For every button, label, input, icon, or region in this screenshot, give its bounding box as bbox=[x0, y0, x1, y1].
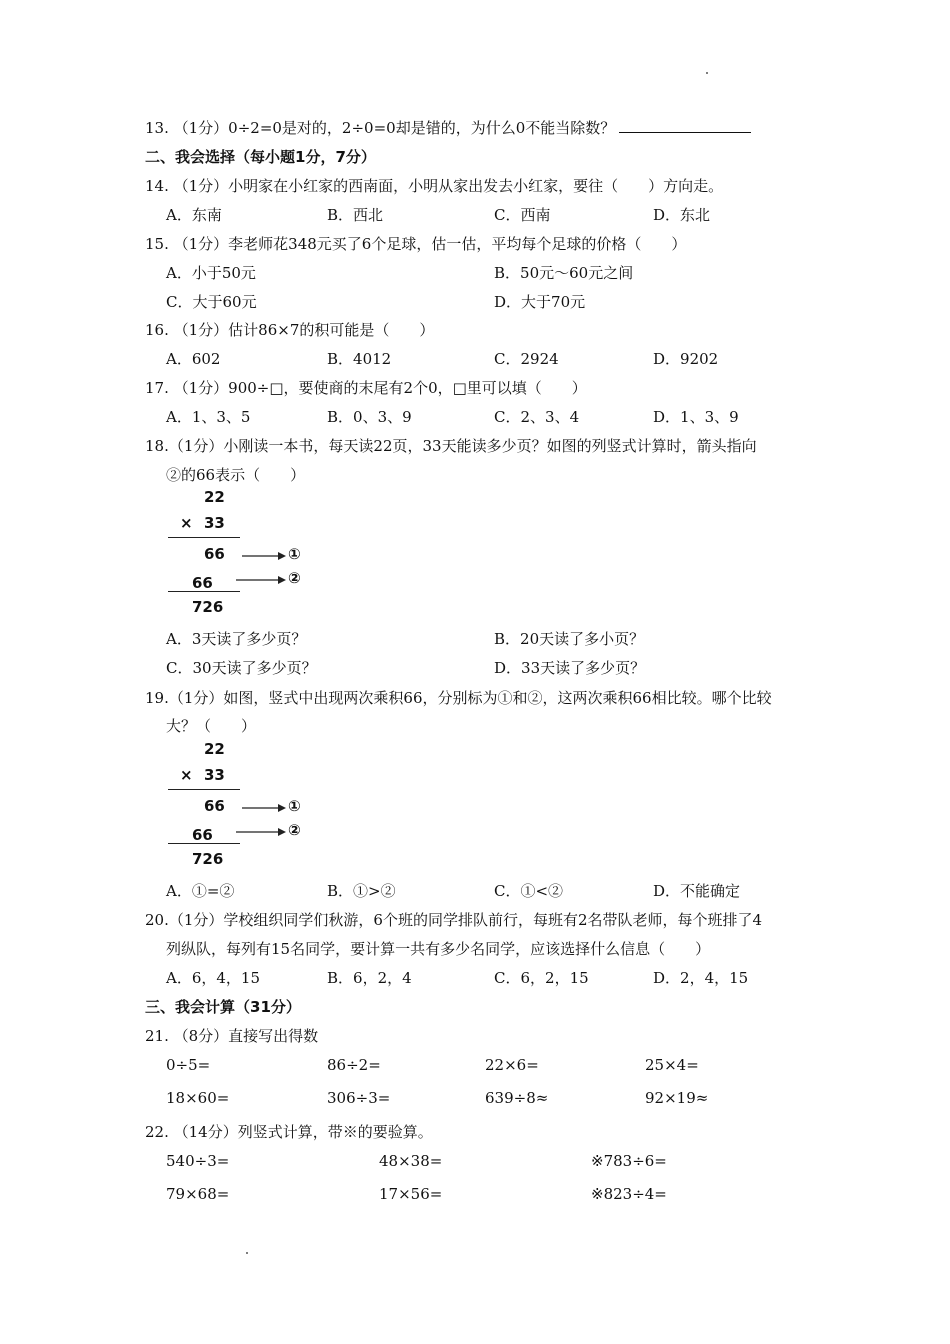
product-result: 726 bbox=[192, 850, 224, 868]
partial-product-1: 66 bbox=[204, 797, 225, 815]
q21-item: 306÷3= bbox=[327, 1089, 391, 1107]
page-mark-top bbox=[706, 72, 708, 74]
q16-option-c[interactable]: C．2924 bbox=[494, 350, 559, 368]
q17-option-d[interactable]: D．1、3、9 bbox=[653, 408, 739, 426]
multiplier: 33 bbox=[204, 766, 225, 784]
question-19-text-line2: 大？（ ） bbox=[166, 717, 257, 735]
partial-product-2: 66 bbox=[192, 574, 213, 592]
question-13-text: 13. （1分）0÷2=0是对的，2÷0=0却是错的，为什么0不能当除数？ bbox=[145, 119, 616, 137]
product-result: 726 bbox=[192, 598, 224, 616]
q22-item: 540÷3= bbox=[166, 1152, 230, 1170]
q22-item: 17×56= bbox=[379, 1185, 443, 1203]
q18-option-d[interactable]: D．33天读了多少页？ bbox=[494, 659, 646, 677]
q16-option-d[interactable]: D．9202 bbox=[653, 350, 719, 368]
calc-line-2 bbox=[168, 591, 240, 592]
question-22-text: 22. （14分）列竖式计算，带※的要验算。 bbox=[145, 1123, 433, 1141]
q18-option-c[interactable]: C．30天读了多少页？ bbox=[166, 659, 317, 677]
calc-line-1 bbox=[168, 537, 240, 538]
arrow-icon bbox=[242, 550, 286, 562]
question-15-text: 15. （1分）李老师花348元买了6个足球，估一估，平均每个足球的价格（ ） bbox=[145, 235, 687, 253]
partial-product-1: 66 bbox=[204, 545, 225, 563]
partial-product-2: 66 bbox=[192, 826, 213, 844]
question-18-text-line1: 18.（1分）小刚读一本书，每天读22页，33天能读多少页？如图的列竖式计算时，箭头指向 bbox=[145, 437, 757, 455]
q22-item: 79×68= bbox=[166, 1185, 230, 1203]
arrow-icon bbox=[236, 826, 286, 838]
question-21-text: 21. （8分）直接写出得数 bbox=[145, 1027, 319, 1045]
q17-option-a[interactable]: A．1、3、5 bbox=[166, 408, 251, 426]
page-mark-bottom bbox=[246, 1252, 248, 1254]
q22-item: ※823÷4= bbox=[591, 1185, 667, 1203]
q21-item: 25×4= bbox=[645, 1056, 699, 1074]
question-14-text: 14. （1分）小明家在小红家的西南面，小明从家出发去小红家，要往（ ）方向走。 bbox=[145, 177, 724, 195]
question-17-text: 17. （1分）900÷□，要使商的末尾有2个0，□里可以填（ ） bbox=[145, 379, 587, 397]
question-13 bbox=[145, 117, 751, 138]
q19-option-b[interactable]: B．①>② bbox=[327, 882, 396, 900]
calc-line-2 bbox=[168, 843, 240, 844]
times-sign: × bbox=[180, 514, 193, 532]
question-16-text: 16. （1分）估计86×7的积可能是（ ） bbox=[145, 321, 435, 339]
question-20-text-line2: 列纵队，每列有15名同学，要计算一共有多少名同学，应该选择什么信息（ ） bbox=[166, 940, 711, 958]
question-20-text-line1: 20.（1分）学校组织同学们秋游，6个班的同学排队前行，每班有2名带队老师，每个班排了4 bbox=[145, 911, 763, 929]
q15-option-a[interactable]: A．小于50元 bbox=[166, 264, 256, 282]
q22-item: 48×38= bbox=[379, 1152, 443, 1170]
q15-option-b[interactable]: B．50元～60元之间 bbox=[494, 264, 634, 282]
multiplicand: 22 bbox=[204, 740, 225, 758]
question-18-text-line2: ②的66表示（ ） bbox=[166, 466, 306, 484]
q14-option-a[interactable]: A．东南 bbox=[166, 206, 222, 224]
q18-option-b[interactable]: B．20天读了多小页？ bbox=[494, 630, 645, 648]
q19-option-a[interactable]: A．①=② bbox=[166, 882, 235, 900]
q19-option-d[interactable]: D．不能确定 bbox=[653, 882, 741, 900]
q17-option-c[interactable]: C．2、3、4 bbox=[494, 408, 580, 426]
vertical-calculation-figure bbox=[166, 488, 326, 616]
question-19-text-line1: 19.（1分）如图，竖式中出现两次乘积66，分别标为①和②，这两次乘积66相比较。哪个比较 bbox=[145, 689, 772, 707]
multiplier: 33 bbox=[204, 514, 225, 532]
section-2-title: 二、我会选择（每小题1分，7分） bbox=[145, 148, 376, 166]
q21-item: 18×60= bbox=[166, 1089, 230, 1107]
q21-item: 92×19≈ bbox=[645, 1089, 709, 1107]
multiplicand: 22 bbox=[204, 488, 225, 506]
q16-option-b[interactable]: B．4012 bbox=[327, 350, 392, 368]
section-3-title: 三、我会计算（31分） bbox=[145, 998, 301, 1016]
arrow-icon bbox=[236, 574, 286, 586]
q17-option-b[interactable]: B．0、3、9 bbox=[327, 408, 412, 426]
q19-option-c[interactable]: C．①<② bbox=[494, 882, 564, 900]
q20-option-c[interactable]: C．6，2，15 bbox=[494, 969, 589, 987]
vertical-calculation-figure bbox=[166, 740, 326, 868]
answer-blank[interactable] bbox=[619, 118, 751, 133]
q15-option-d[interactable]: D．大于70元 bbox=[494, 293, 586, 311]
q14-option-d[interactable]: D．东北 bbox=[653, 206, 711, 224]
circle-mark-1: ① bbox=[288, 797, 301, 815]
circle-mark-2: ② bbox=[288, 821, 301, 839]
calc-line-1 bbox=[168, 789, 240, 790]
q20-option-d[interactable]: D．2，4，15 bbox=[653, 969, 749, 987]
q20-option-a[interactable]: A．6，4，15 bbox=[166, 969, 261, 987]
q21-item: 86÷2= bbox=[327, 1056, 381, 1074]
q21-item: 639÷8≈ bbox=[485, 1089, 549, 1107]
q16-option-a[interactable]: A．602 bbox=[166, 350, 221, 368]
circle-mark-1: ① bbox=[288, 545, 301, 563]
circle-mark-2: ② bbox=[288, 569, 301, 587]
times-sign: × bbox=[180, 766, 193, 784]
q20-option-b[interactable]: B．6，2，4 bbox=[327, 969, 412, 987]
q22-item: ※783÷6= bbox=[591, 1152, 667, 1170]
q14-option-c[interactable]: C．西南 bbox=[494, 206, 551, 224]
q14-option-b[interactable]: B．西北 bbox=[327, 206, 384, 224]
q18-option-a[interactable]: A．3天读了多少页？ bbox=[166, 630, 307, 648]
arrow-icon bbox=[242, 802, 286, 814]
q21-item: 0÷5= bbox=[166, 1056, 211, 1074]
q15-option-c[interactable]: C．大于60元 bbox=[166, 293, 257, 311]
q21-item: 22×6= bbox=[485, 1056, 539, 1074]
